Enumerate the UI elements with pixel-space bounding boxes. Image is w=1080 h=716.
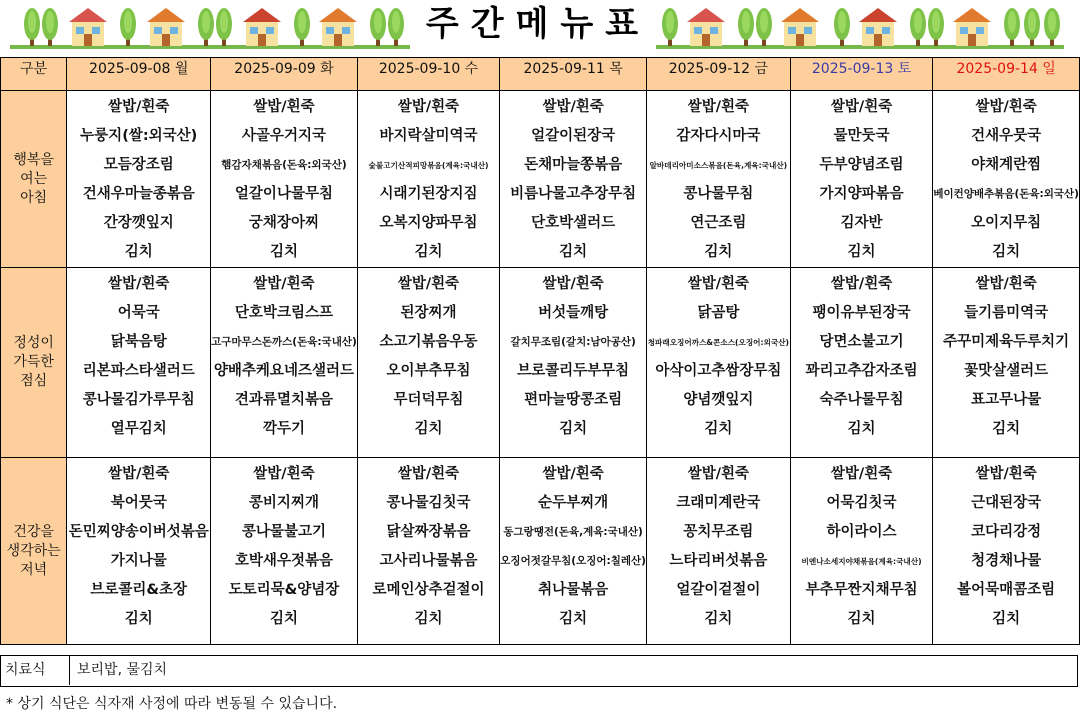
dish-item: 간장깻잎지 bbox=[103, 215, 174, 231]
menu-cell bbox=[211, 458, 358, 645]
dish-item: 김치 bbox=[124, 611, 153, 627]
dish-item: 김치 bbox=[124, 244, 153, 260]
tree-icon bbox=[1044, 8, 1060, 46]
menu-cell bbox=[211, 91, 358, 268]
dish-item: 김치 bbox=[269, 244, 298, 260]
menu-cell bbox=[933, 91, 1080, 268]
dish-item: 무더덕무침 bbox=[393, 392, 464, 408]
day-header-sunday: 2025-09-14 일 bbox=[933, 58, 1080, 91]
menu-cell bbox=[790, 458, 933, 645]
menu-body bbox=[1, 91, 1080, 645]
dish-item: 가지양파볶음 bbox=[819, 186, 904, 202]
dish-item: 어묵김칫국 bbox=[826, 495, 897, 511]
dish-item: 쌀밥/흰죽 bbox=[687, 99, 750, 115]
dish-item: 콩비지찌개 bbox=[248, 495, 319, 511]
tree-icon bbox=[388, 8, 404, 46]
house-icon bbox=[953, 8, 991, 46]
dish-item: 호박새우젓볶음 bbox=[234, 553, 333, 569]
dish-item: 김치 bbox=[559, 611, 588, 627]
dish-item: 오징어젓갈무침(오징어:칠레산) bbox=[500, 555, 646, 567]
dish-item: 북어뭇국 bbox=[110, 495, 167, 511]
dish-item: 돈민찌양송이버섯볶음 bbox=[68, 524, 209, 540]
dish-item: 건새우마늘종볶음 bbox=[82, 186, 195, 202]
dish-item: 김치 bbox=[847, 421, 876, 437]
dish-item: 콩나물무침 bbox=[683, 186, 754, 202]
dish-item: 오복지양파무침 bbox=[379, 215, 478, 231]
menu-cell bbox=[67, 91, 211, 268]
dish-item: 사골우거지국 bbox=[241, 128, 326, 144]
category-header: 구분 bbox=[1, 58, 67, 91]
dish-item: 김자반 bbox=[840, 215, 883, 231]
tree-icon bbox=[370, 8, 386, 46]
dish-item: 김치 bbox=[269, 611, 298, 627]
dish-item: 쌀밥/흰죽 bbox=[542, 466, 604, 482]
dish-item: 콩나물김칫국 bbox=[386, 495, 471, 511]
house-icon bbox=[69, 8, 107, 46]
dish-item: 양배추케요네즈샐러드 bbox=[213, 363, 354, 379]
menu-cell bbox=[500, 268, 647, 458]
dish-item: 쌀밥/흰죽 bbox=[108, 466, 170, 482]
tree-icon bbox=[1004, 8, 1020, 46]
dish-item: 야채계란찜 bbox=[971, 157, 1042, 173]
dish-item: 베이컨양배추볶음(돈육:외국산) bbox=[933, 188, 1079, 200]
therapy-diet-label: 치료식 bbox=[1, 656, 70, 685]
dish-item: 들기름미역국 bbox=[964, 305, 1049, 321]
dish-item: 김치 bbox=[847, 611, 876, 627]
header-row bbox=[1, 58, 1080, 91]
dish-item: 볼어묵매콤조림 bbox=[957, 582, 1056, 598]
dish-item: 콩나물김가루무침 bbox=[82, 392, 195, 408]
dish-item: 팽이유부된장국 bbox=[812, 305, 911, 321]
day-header: 2025-09-11 목 bbox=[500, 58, 647, 91]
lunch-row bbox=[1, 268, 1080, 458]
dish-item: 열무김치 bbox=[110, 421, 167, 437]
village-decoration-right bbox=[656, 0, 1064, 52]
dish-item: 쌀밥/흰죽 bbox=[397, 276, 460, 292]
dish-item: 누룽지(쌀:외국산) bbox=[80, 128, 198, 144]
dish-item: 바지락살미역국 bbox=[379, 128, 478, 144]
dish-item: 소고기볶음우동 bbox=[379, 334, 478, 350]
tree-icon bbox=[928, 8, 944, 46]
meal-label-line: 건강을 bbox=[13, 523, 54, 540]
tree-icon bbox=[198, 8, 214, 46]
dish-item: 표고무나물 bbox=[971, 392, 1042, 408]
menu-cell bbox=[933, 458, 1080, 645]
dish-item: 단호박샐러드 bbox=[531, 215, 616, 231]
dish-item: 갈치무조림(갈치:남아공산) bbox=[510, 336, 636, 348]
breakfast-label bbox=[1, 91, 67, 268]
header-banner bbox=[0, 0, 1080, 58]
dish-item: 쌀밥/흰죽 bbox=[830, 466, 893, 482]
dish-item: 오이지무침 bbox=[971, 215, 1042, 231]
house-icon bbox=[243, 8, 281, 46]
dish-item: 꽁치무조림 bbox=[683, 524, 754, 540]
dish-item: 궁채장아찌 bbox=[248, 215, 319, 231]
dish-item: 김치 bbox=[992, 244, 1021, 260]
footnote: * 상기 식단은 식자재 사정에 따라 변동될 수 있습니다. bbox=[6, 696, 338, 712]
tree-icon bbox=[1024, 8, 1040, 46]
breakfast-row bbox=[1, 91, 1080, 268]
tree-icon bbox=[756, 8, 772, 46]
dish-item: 비름나물고추장무침 bbox=[510, 186, 637, 202]
day-header-saturday: 2025-09-13 토 bbox=[790, 58, 933, 91]
day-header: 2025-09-12 금 bbox=[646, 58, 790, 91]
dish-item: 건새우뭇국 bbox=[971, 128, 1042, 144]
dish-item: 돈채마늘쫑볶음 bbox=[524, 157, 623, 173]
menu-cell bbox=[211, 268, 358, 458]
dish-item: 당면소불고기 bbox=[819, 334, 904, 350]
tree-icon bbox=[24, 8, 40, 46]
menu-cell bbox=[67, 458, 211, 645]
dish-item: 얼갈이겉절이 bbox=[676, 582, 761, 598]
dish-item: 청파래오징어까스&콘소스(오징어:외국산) bbox=[647, 338, 790, 347]
tree-icon bbox=[120, 8, 136, 46]
dish-item: 된장찌개 bbox=[400, 305, 457, 321]
dish-item: 두부양념조림 bbox=[819, 157, 904, 173]
dish-item: 얼갈이된장국 bbox=[531, 128, 616, 144]
dish-item: 부추무짠지채무침 bbox=[805, 582, 918, 598]
dish-item: 청경채나물 bbox=[971, 553, 1042, 569]
dish-item: 하이라이스 bbox=[826, 524, 897, 540]
dish-item: 쌀밥/흰죽 bbox=[975, 99, 1037, 115]
dish-item: 브로콜리&초장 bbox=[90, 582, 188, 598]
dish-item: 알바데리아미소스볶음(돈육,계육:국내산) bbox=[649, 161, 788, 170]
menu-cell bbox=[500, 91, 647, 268]
dish-item: 크래미계란국 bbox=[676, 495, 761, 511]
dish-item: 쌀밥/흰죽 bbox=[830, 276, 893, 292]
dish-item: 순두부찌개 bbox=[538, 495, 609, 511]
dish-item: 김치 bbox=[847, 244, 876, 260]
dish-item: 김치 bbox=[704, 244, 733, 260]
house-icon bbox=[781, 8, 819, 46]
dish-item: 모듬장조림 bbox=[103, 157, 174, 173]
tree-icon bbox=[834, 8, 850, 46]
tree-icon bbox=[294, 8, 310, 46]
tree-icon bbox=[42, 8, 58, 46]
tree-icon bbox=[910, 8, 926, 46]
meal-label-line: 저녁 bbox=[20, 561, 48, 578]
dish-item: 리본파스타샐러드 bbox=[82, 363, 195, 379]
dish-item: 닭곰탕 bbox=[697, 305, 740, 321]
dish-item: 쌀밥/흰죽 bbox=[108, 276, 170, 292]
dish-item: 고사리나물볶음 bbox=[379, 553, 478, 569]
weekly-menu-table bbox=[0, 57, 1080, 645]
dish-item: 도토리묵&양념장 bbox=[228, 582, 340, 598]
dish-item: 쌀밥/흰죽 bbox=[975, 276, 1037, 292]
dish-item: 취나물볶음 bbox=[538, 582, 609, 598]
dish-item: 고구마무스돈까스(돈육:국내산) bbox=[211, 336, 357, 348]
dish-item: 가지나물 bbox=[110, 553, 167, 569]
dish-item: 숙주나물무침 bbox=[819, 392, 904, 408]
menu-cell bbox=[646, 91, 790, 268]
dish-item: 쌀밥/흰죽 bbox=[397, 99, 460, 115]
menu-cell bbox=[790, 268, 933, 458]
meal-label-line: 가득한 bbox=[13, 354, 54, 370]
dish-item: 김치 bbox=[414, 244, 443, 260]
dish-item: 쌀밥/흰죽 bbox=[830, 99, 893, 115]
dish-item: 쌀밥/흰죽 bbox=[975, 466, 1037, 482]
menu-cell bbox=[646, 458, 790, 645]
dish-item: 닭북음탕 bbox=[110, 334, 167, 350]
dish-item: 견과류멸치볶음 bbox=[234, 392, 333, 408]
dish-item: 김치 bbox=[559, 421, 588, 437]
dish-item: 쌀밥/흰죽 bbox=[687, 276, 750, 292]
dish-item: 주꾸미제육두루치기 bbox=[943, 334, 1070, 350]
dinner-label bbox=[1, 458, 67, 645]
tree-icon bbox=[738, 8, 754, 46]
dish-item: 김치 bbox=[414, 421, 443, 437]
dish-item: 로메인상추겉절이 bbox=[372, 582, 485, 598]
dish-item: 김치 bbox=[992, 421, 1021, 437]
dish-item: 김치 bbox=[414, 611, 443, 627]
day-header: 2025-09-08 월 bbox=[67, 58, 211, 91]
meal-label-line: 행복을 bbox=[13, 151, 54, 168]
menu-cell bbox=[790, 91, 933, 268]
dish-item: 근대된장국 bbox=[971, 495, 1042, 511]
house-icon bbox=[859, 8, 897, 46]
dish-item: 숯불고기산적피망볶음(계육:국내산) bbox=[368, 161, 489, 170]
lunch-label bbox=[1, 268, 67, 458]
menu-cell bbox=[67, 268, 211, 458]
dish-item: 쌀밥/흰죽 bbox=[108, 99, 170, 115]
house-icon bbox=[319, 8, 357, 46]
dinner-row bbox=[1, 458, 1080, 645]
dish-item: 꽈리고추감자조림 bbox=[805, 363, 918, 379]
dish-item: 쌀밥/흰죽 bbox=[253, 466, 315, 482]
day-header: 2025-09-09 화 bbox=[211, 58, 358, 91]
page-title: 주간메뉴표 bbox=[425, 4, 651, 44]
dish-item: 버섯들깨탕 bbox=[538, 305, 609, 321]
day-header: 2025-09-10 수 bbox=[357, 58, 500, 91]
dish-item: 쌀밥/흰죽 bbox=[542, 276, 604, 292]
dish-item: 쌀밥/흰죽 bbox=[397, 466, 460, 482]
meal-label-line: 아침 bbox=[20, 189, 48, 206]
dish-item: 김치 bbox=[704, 421, 733, 437]
dish-item: 쌀밥/흰죽 bbox=[687, 466, 750, 482]
dish-item: 비엔나소세지야채볶음(계육:국내산) bbox=[801, 557, 922, 566]
dish-item: 쌀밥/흰죽 bbox=[253, 276, 315, 292]
dish-item: 햄감자채볶음(돈육:외국산) bbox=[221, 159, 347, 171]
dish-item: 쌀밥/흰죽 bbox=[253, 99, 315, 115]
dish-item: 브로콜리두부무침 bbox=[517, 363, 630, 379]
dish-item: 시래기된장지짐 bbox=[379, 186, 478, 202]
dish-item: 닭살짜장볶음 bbox=[386, 524, 471, 540]
dish-item: 꽃맛살샐러드 bbox=[964, 363, 1049, 379]
meal-label-line: 점심 bbox=[20, 373, 48, 389]
dish-item: 얼갈이나물무침 bbox=[234, 186, 333, 202]
menu-cell bbox=[933, 268, 1080, 458]
house-icon bbox=[147, 8, 185, 46]
tree-icon bbox=[216, 8, 232, 46]
dish-item: 감자다시마국 bbox=[676, 128, 761, 144]
dish-item: 아삭이고추쌈장무침 bbox=[655, 363, 782, 379]
dish-item: 김치 bbox=[992, 611, 1021, 627]
meal-label-line: 정성이 bbox=[13, 335, 54, 351]
dish-item: 쌀밥/흰죽 bbox=[542, 99, 604, 115]
house-icon bbox=[687, 8, 725, 46]
meal-label-line: 생각하는 bbox=[6, 542, 61, 559]
dish-item: 김치 bbox=[559, 244, 588, 260]
dish-item: 콩나물불고기 bbox=[241, 524, 326, 540]
menu-cell bbox=[357, 268, 500, 458]
therapy-diet-row bbox=[0, 655, 1078, 687]
menu-cell bbox=[357, 91, 500, 268]
menu-cell bbox=[500, 458, 647, 645]
tree-icon bbox=[662, 8, 678, 46]
dish-item: 어묵국 bbox=[117, 305, 160, 321]
dish-item: 단호박크림스프 bbox=[234, 305, 333, 321]
dish-item: 양념깻잎지 bbox=[683, 392, 754, 408]
dish-item: 코다리강정 bbox=[971, 524, 1042, 540]
dish-item: 물만둣국 bbox=[833, 128, 890, 144]
dish-item: 동그랑땡전(돈육,계육:국내산) bbox=[503, 526, 643, 538]
dish-item: 느타리버섯볶음 bbox=[669, 553, 768, 569]
therapy-diet-value: 보리밥, 물김치 bbox=[77, 662, 168, 678]
dish-item: 편마늘땅콩조림 bbox=[524, 392, 623, 408]
dish-item: 연근조림 bbox=[690, 215, 747, 231]
meal-label-line: 여는 bbox=[20, 170, 48, 187]
dish-item: 오이부추무침 bbox=[386, 363, 471, 379]
dish-item: 김치 bbox=[704, 611, 733, 627]
menu-cell bbox=[646, 268, 790, 458]
village-decoration-left bbox=[10, 0, 410, 52]
menu-cell bbox=[357, 458, 500, 645]
dish-item: 깍두기 bbox=[262, 421, 305, 437]
